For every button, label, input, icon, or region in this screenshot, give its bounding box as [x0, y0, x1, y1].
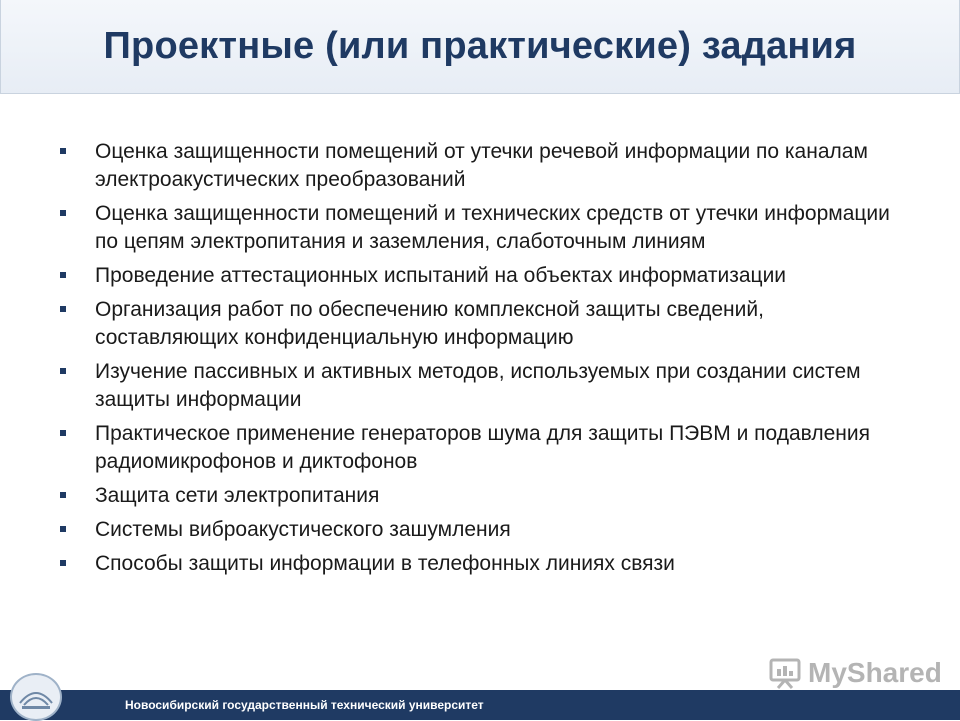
list-item: Оценка защищенности помещений и технических средств от утечки информации по цепям электропитания и заземления, слаботочным линиям: [58, 200, 908, 256]
bullet-marker-icon: [60, 526, 66, 532]
bullet-list: [58, 138, 908, 578]
list-item: Системы виброакустического зашумления: [58, 516, 908, 544]
bullet-marker-icon: [60, 492, 66, 498]
list-item: Проведение аттестационных испытаний на объектах информатизации: [58, 262, 908, 290]
university-logo: [10, 673, 62, 721]
bullet-marker-icon: [60, 210, 66, 216]
bullet-marker-icon: [60, 272, 66, 278]
university-emblem-icon: [16, 679, 56, 715]
bullet-marker-icon: [60, 148, 66, 154]
footer-bar: [0, 690, 960, 720]
bullet-marker-icon: [60, 560, 66, 566]
slide-content: [58, 138, 908, 584]
list-item: Способы защиты информации в телефонных линиях связи: [58, 550, 908, 578]
list-item: Организация работ по обеспечению комплексной защиты сведений, составляющих конфиденциальную информацию: [58, 296, 908, 352]
watermark-text: MyShared: [808, 657, 942, 688]
list-item: Изучение пассивных и активных методов, используемых при создании систем защиты информации: [58, 358, 908, 414]
presentation-board-icon: [768, 656, 802, 690]
university-name: Новосибирский государственный технический университет: [125, 698, 484, 712]
slide-title: Проектные (или практические) задания: [103, 25, 857, 67]
list-item: Практическое применение генераторов шума для защиты ПЭВМ и подавления радиомикрофонов и диктофонов: [58, 420, 908, 476]
bullet-marker-icon: [60, 430, 66, 436]
slide-title-bar: [0, 0, 960, 94]
list-item: Оценка защищенности помещений от утечки речевой информации по каналам электроакустических преобразований: [58, 138, 908, 194]
bullet-marker-icon: [60, 306, 66, 312]
bullet-marker-icon: [60, 368, 66, 374]
watermark: [768, 656, 942, 690]
list-item: Защита сети электропитания: [58, 482, 908, 510]
